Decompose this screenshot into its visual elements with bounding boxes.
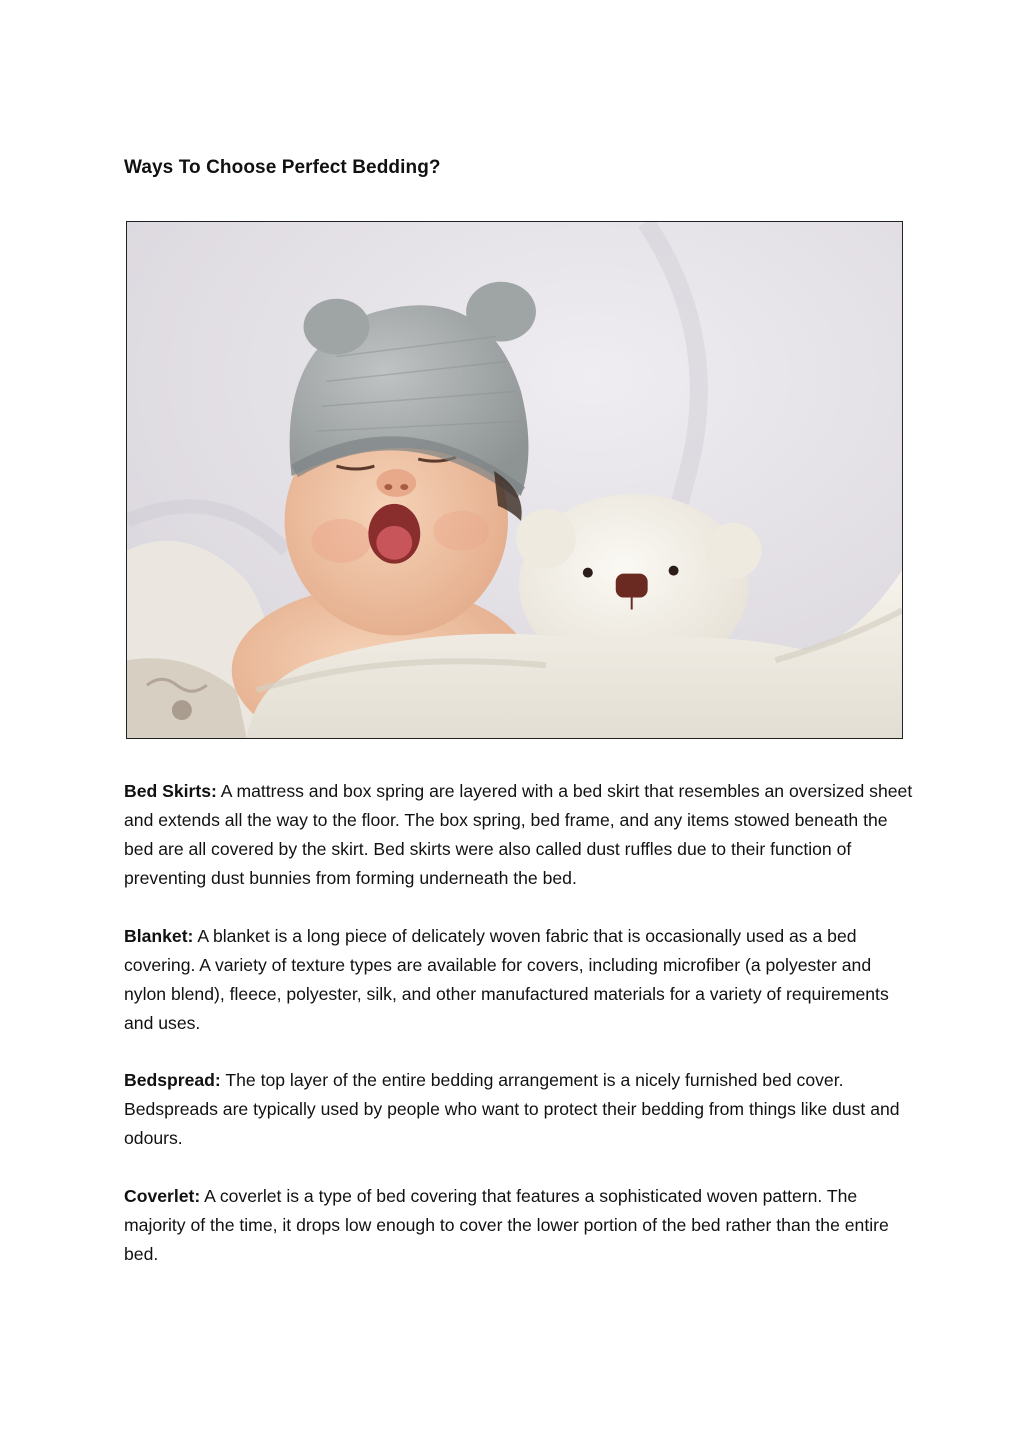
term-bedspread: Bedspread: (124, 1070, 221, 1090)
hat-ear-right (466, 282, 536, 342)
description-coverlet: A coverlet is a type of bed covering that features a sophisticated woven pattern. The majority of the time, it drops low enough to cover the lower portion of the bed rather than the entire bed. (124, 1186, 889, 1264)
description-bedspread: The top layer of the entire bedding arrangement is a nicely furnished bed cover. Bedspreads are typically used by people who want to protect their bedding from things like dust and odours. (124, 1070, 900, 1148)
teddy-ear-left (516, 509, 576, 569)
description-bed-skirts: A mattress and box spring are layered with a bed skirt that resembles an oversized sheet and extends all the way to the floor. The box spring, bed frame, and any items stowed beneath the bed are all covered by the skirt. Bed skirts were also called dust ruffles due to their function of preventing dust bunnies from forming underneath the bed. (124, 781, 913, 888)
section-bed-skirts (124, 777, 914, 893)
term-coverlet: Coverlet: (124, 1186, 201, 1206)
section-coverlet (124, 1182, 914, 1269)
page-title: Ways To Choose Perfect Bedding? (124, 157, 441, 178)
teddy-nose (616, 574, 648, 598)
section-bedspread (124, 1066, 914, 1153)
term-bed-skirts: Bed Skirts: (124, 781, 217, 801)
term-blanket: Blanket: (124, 926, 194, 946)
hat-ear-left (304, 299, 370, 355)
photo-illustration (127, 222, 902, 738)
section-blanket (124, 922, 914, 1038)
description-blanket: A blanket is a long piece of delicately woven fabric that is occasionally used as a bed covering. A variety of texture types are available for covers, including microfiber (a polyester and nylon blend), fleece, polyester, silk, and other manufactured materials for a variety of requirements and uses. (124, 926, 889, 1033)
teddy-ear-right (706, 523, 762, 579)
baby-yawning-photo (126, 221, 903, 739)
